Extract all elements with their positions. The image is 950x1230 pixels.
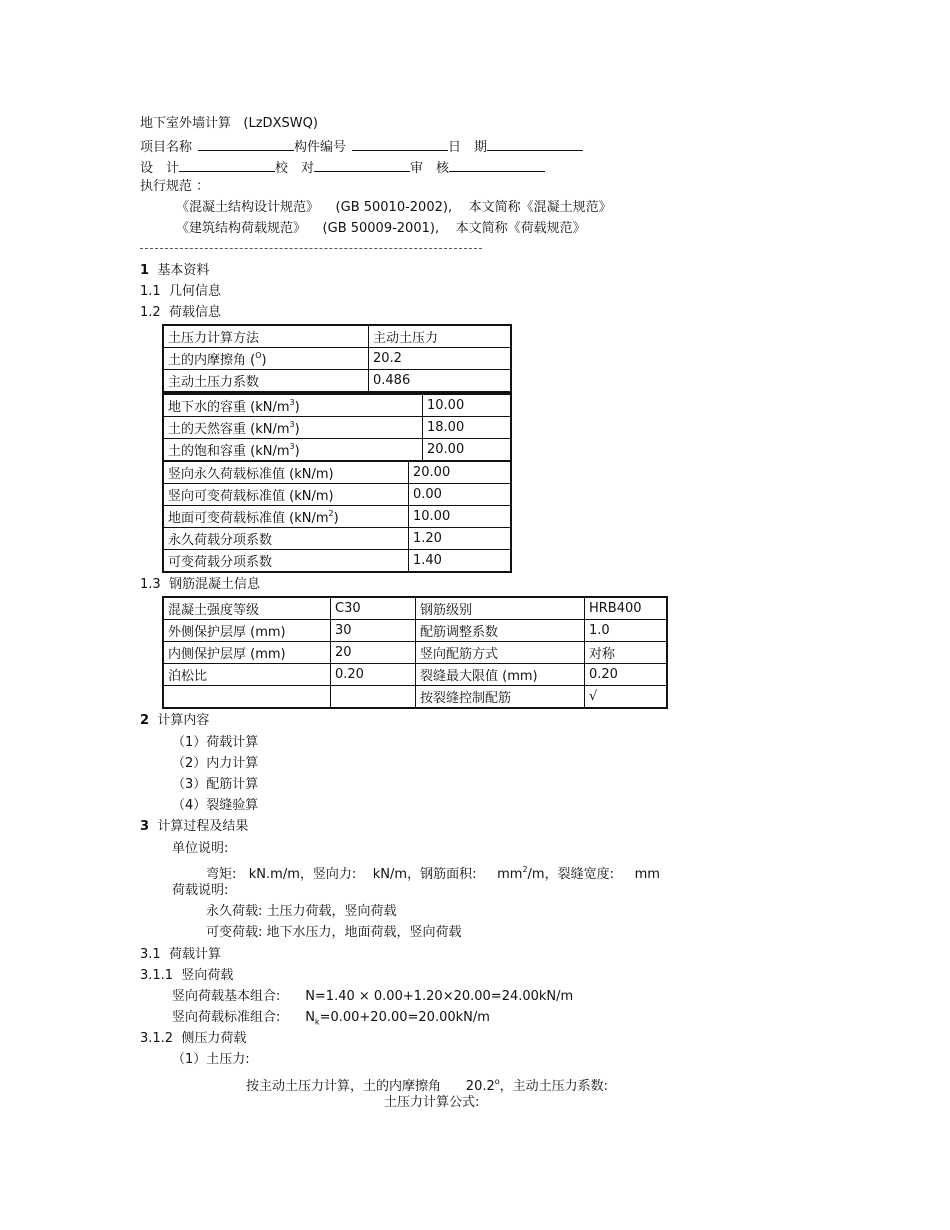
table-cell: 对称	[585, 642, 668, 664]
table-cell: 0.20	[585, 664, 668, 686]
rc-info-table	[162, 596, 668, 709]
load-table-surcharge	[162, 460, 512, 573]
table-row	[163, 686, 667, 709]
table-cell: 外侧保护层厚 (mm)	[163, 620, 331, 642]
section-3-1-heading: 3.1 荷载计算	[140, 947, 221, 962]
table-cell-value: 20.00	[409, 461, 512, 484]
table-cell-label: 土的饱和容重 $(kN/m^3)$	[163, 439, 423, 462]
earth-pressure-item: （1）土压力:	[172, 1052, 250, 1067]
earth-pressure-formula-label: 土压力计算公式:	[384, 1095, 480, 1110]
list-item: （1）荷载计算	[172, 735, 259, 750]
project-name-field	[198, 136, 294, 151]
table-cell: 1.0	[585, 620, 668, 642]
table-cell: 内侧保护层厚 (mm)	[163, 642, 331, 664]
table-cell: 按裂缝控制配筋	[416, 686, 585, 709]
table-cell	[163, 686, 331, 709]
earth-pressure-text: 按主动土压力计算，土的内摩擦角 20.2$^o$，主动土压力系数:	[246, 1077, 609, 1094]
table-row	[163, 461, 511, 484]
table-cell-value: 主动土压力	[369, 325, 512, 348]
document-title: 地下室外墙计算 (LzDXSWQ)	[140, 116, 318, 131]
table-row	[163, 664, 667, 686]
section-2-heading: 2 计算内容	[140, 713, 210, 728]
spec-item: 《建筑结构荷载规范》 (GB 50009-2001), 本文简称《荷载规范》	[176, 221, 586, 236]
table-row	[163, 550, 511, 573]
table-cell: 裂缝最大限值 (mm)	[416, 664, 585, 686]
table-row	[163, 348, 511, 370]
vertical-basic-combination: 竖向荷载基本组合: N=1.40 × 0.00+1.20×20.00=24.00kN/m	[172, 989, 574, 1004]
table-row	[163, 325, 511, 348]
table-row	[163, 370, 511, 393]
table-cell: 混凝土强度等级	[163, 597, 331, 620]
list-item: （3）配筋计算	[172, 777, 259, 792]
section-1-1-heading: 1.1 几何信息	[140, 284, 221, 299]
project-info-row-1: 项目名称 构件编号 日 期	[140, 136, 583, 157]
section-1-2-heading: 1.2 荷载信息	[140, 305, 221, 320]
table-row	[163, 620, 667, 642]
table-cell-label: 地下水的容重 $(kN/m^3)$	[163, 394, 423, 417]
table-cell-label: 土的内摩擦角 ($^O$)	[163, 348, 369, 370]
project-info-row-2: 设 计 校 对 审 核	[140, 157, 545, 178]
load-table-unit-weight	[162, 393, 512, 462]
table-cell: HRB400	[585, 597, 668, 620]
table-cell-label: 土压力计算方法	[163, 325, 369, 348]
table-cell-label: 可变荷载分项系数	[163, 550, 409, 573]
section-divider	[140, 248, 482, 249]
table-cell-value: 20.00	[423, 439, 512, 462]
table-cell-label: 主动土压力系数	[163, 370, 369, 393]
check-field	[314, 157, 410, 172]
table-row	[163, 394, 511, 417]
section-3-heading: 3 计算过程及结果	[140, 819, 249, 834]
table-cell: 0.20	[331, 664, 416, 686]
table-cell-label: 土的天然容重 $(kN/m^3)$	[163, 417, 423, 439]
table-cell	[331, 686, 416, 709]
review-field	[449, 157, 545, 172]
table-cell-label: 竖向永久荷载标准值 (kN/m)	[163, 461, 409, 484]
table-row	[163, 439, 511, 462]
table-row	[163, 528, 511, 550]
section-3-1-2-heading: 3.1.2 侧压力荷载	[140, 1031, 247, 1046]
table-row	[163, 597, 667, 620]
table-cell: 竖向配筋方式	[416, 642, 585, 664]
table-cell: 泊松比	[163, 664, 331, 686]
section-1-3-heading: 1.3 钢筋混凝土信息	[140, 577, 260, 592]
table-row	[163, 484, 511, 506]
spec-item: 《混凝土结构设计规范》 (GB 50010-2002), 本文简称《混凝土规范》	[176, 200, 612, 215]
table-cell: 20	[331, 642, 416, 664]
table-cell-value: 10.00	[423, 394, 512, 417]
table-row	[163, 417, 511, 439]
section-1-heading: 1 基本资料	[140, 263, 210, 278]
table-cell-value: 1.40	[409, 550, 512, 573]
list-item: （2）内力计算	[172, 756, 259, 771]
table-cell-label: 永久荷载分项系数	[163, 528, 409, 550]
table-cell-value: 18.00	[423, 417, 512, 439]
table-cell-value: 20.2	[369, 348, 512, 370]
table-cell-label: 地面可变荷载标准值 $(kN/m^2)$	[163, 506, 409, 528]
table-cell-value: 0.00	[409, 484, 512, 506]
vertical-standard-combination: 竖向荷载标准组合: $N_k=0.00+20.00=20.00kN/m$	[172, 1010, 490, 1027]
table-cell-value: 0.486	[369, 370, 512, 393]
units-line: 弯矩: kN.m/m，竖向力: kN/m，钢筋面积: $mm^2/m$，裂缝宽度: mm	[206, 865, 660, 882]
loads-note-variable: 可变荷载: 地下水压力，地面荷载，竖向荷载	[206, 925, 462, 940]
table-cell-value: 1.20	[409, 528, 512, 550]
component-no-field	[352, 136, 448, 151]
section-3-1-1-heading: 3.1.1 竖向荷载	[140, 968, 234, 983]
table-cell-label: 竖向可变荷载标准值 (kN/m)	[163, 484, 409, 506]
table-cell-value: 10.00	[409, 506, 512, 528]
load-table-earth	[162, 324, 512, 393]
spec-label: 执行规范 ：	[140, 179, 210, 194]
table-cell: C30	[331, 597, 416, 620]
list-item: （4）裂缝验算	[172, 798, 259, 813]
design-field	[179, 157, 275, 172]
units-title: 单位说明:	[172, 841, 229, 856]
table-cell: 钢筋级别	[416, 597, 585, 620]
loads-note-permanent: 永久荷载: 土压力荷载，竖向荷载	[206, 904, 397, 919]
loads-note-title: 荷载说明:	[172, 883, 229, 898]
table-row	[163, 642, 667, 664]
table-cell: 30	[331, 620, 416, 642]
table-row	[163, 506, 511, 528]
checkmark-icon: √	[585, 686, 668, 709]
table-cell: 配筋调整系数	[416, 620, 585, 642]
date-field	[487, 136, 583, 151]
